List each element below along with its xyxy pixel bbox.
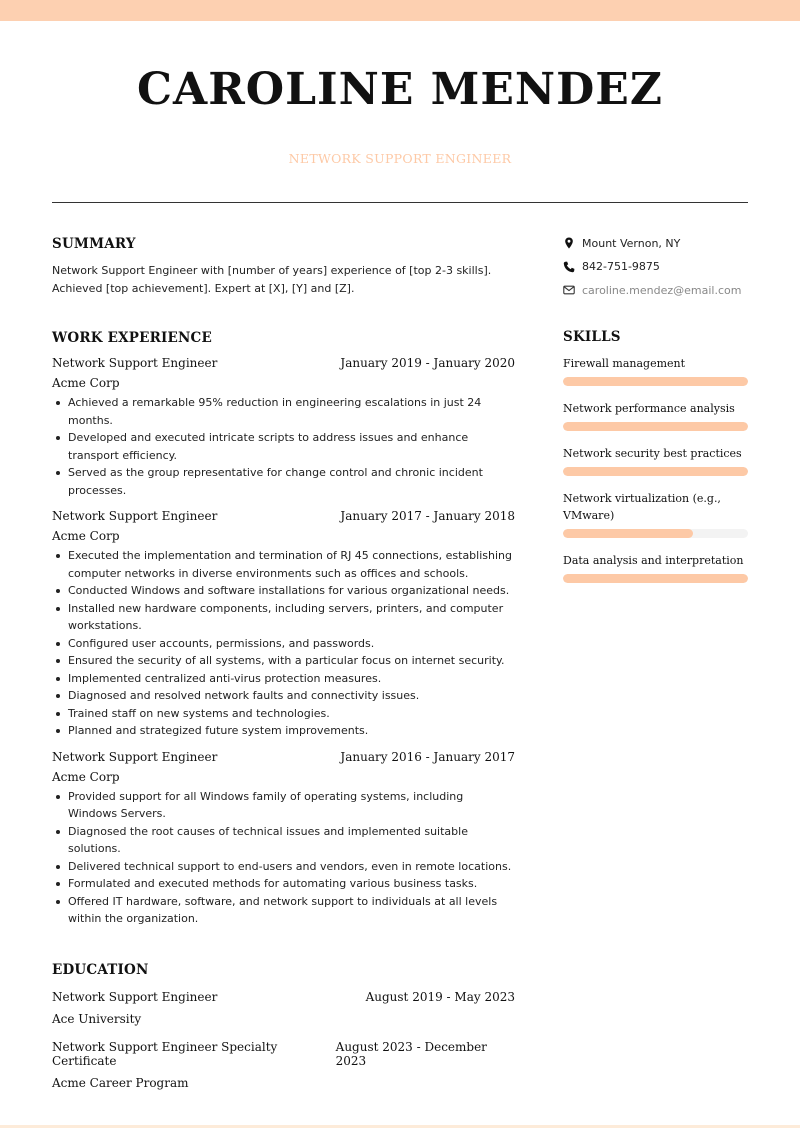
job-company: Acme Corp xyxy=(52,769,120,784)
skills-section xyxy=(563,329,748,583)
list-item: Ensured the security of all systems, with a particular focus on internet security. xyxy=(52,652,515,670)
skill-level-fill xyxy=(563,422,748,431)
education-heading: EDUCATION xyxy=(52,961,149,978)
list-item: Implemented centralized anti-virus protection measures. xyxy=(52,670,515,688)
skill-level-fill xyxy=(563,467,748,476)
skill-level-fill xyxy=(563,574,748,583)
job-title: NETWORK SUPPORT ENGINEER xyxy=(288,151,512,166)
education-dates: August 2023 - December 2023 xyxy=(335,1039,487,1068)
skill-level-bar xyxy=(563,377,748,386)
degree-name: Network Support Engineer Specialty Certificate xyxy=(52,1039,278,1068)
job-bullets xyxy=(52,547,515,740)
job-role: Network Support Engineer xyxy=(52,749,218,764)
summary-text: Network Support Engineer with [number of years] experience of [top 2-3 skills]. Achieved [top achievement]. Expert at [X], [Y] and [Z]. xyxy=(52,264,492,295)
job-dates: January 2019 - January 2020 xyxy=(340,356,515,370)
summary-section xyxy=(52,236,515,298)
list-item: Installed new hardware components, including servers, printers, and computer workstations. xyxy=(52,600,515,635)
skill-name: Network security best practices xyxy=(563,447,742,460)
list-item: Served as the group representative for change control and chronic incident processes. xyxy=(52,464,515,499)
phone-icon xyxy=(563,261,575,273)
job-dates: January 2016 - January 2017 xyxy=(340,749,515,764)
job-entry xyxy=(52,509,515,740)
skills-list xyxy=(563,355,748,583)
skill-level-bar xyxy=(563,422,748,431)
list-item: Planned and strategized future system improvements. xyxy=(52,722,515,740)
skill-name: Firewall management xyxy=(563,357,686,370)
phone-text: 842-751-9875 xyxy=(582,260,660,273)
sidebar-column xyxy=(563,234,748,583)
candidate-name: CAROLINE MENDEZ xyxy=(137,64,663,115)
contact-phone xyxy=(563,258,748,276)
list-item: Executed the implementation and termination of RJ 45 connections, establishing computer networks in diverse environments such as offices and schools. xyxy=(52,547,515,582)
contact-location xyxy=(563,234,748,252)
degree-name: Network Support Engineer xyxy=(52,989,218,1004)
header-divider xyxy=(52,202,748,203)
education-dates: August 2019 - May 2023 xyxy=(365,989,515,1004)
list-item: Achieved a remarkable 95% reduction in engineering escalations in just 24 months. xyxy=(52,394,515,429)
list-item: Developed and executed intricate scripts to address issues and enhance transport efficiency. xyxy=(52,429,515,464)
skill-level-bar xyxy=(563,467,748,476)
school-name: Ace University xyxy=(52,1011,142,1026)
list-item: Diagnosed the root causes of technical issues and implemented suitable solutions. xyxy=(52,823,515,858)
list-item: Offered IT hardware, software, and network support to individuals at all levels within the organization. xyxy=(52,893,515,928)
education-entry xyxy=(52,990,515,1026)
list-item: Diagnosed and resolved network faults and connectivity issues. xyxy=(52,687,515,705)
contact-email[interactable] xyxy=(563,281,748,299)
top-accent-band xyxy=(0,0,800,21)
list-item: Delivered technical support to end-users and vendors, even in remote locations. xyxy=(52,858,515,876)
school-name: Acme Career Program xyxy=(52,1075,189,1090)
skill-name: Network virtualization (e.g., VMware) xyxy=(563,492,721,522)
skill-level-fill xyxy=(563,529,693,538)
summary-heading: SUMMARY xyxy=(52,236,136,252)
work-experience-heading: WORK EXPERIENCE xyxy=(52,330,212,346)
skills-heading: SKILLS xyxy=(563,329,621,345)
education-entry xyxy=(52,1040,515,1090)
skill-name: Network performance analysis xyxy=(563,402,735,415)
job-company: Acme Corp xyxy=(52,376,120,390)
list-item: Configured user accounts, permissions, and passwords. xyxy=(52,635,515,653)
skill-item xyxy=(563,490,748,538)
skill-name: Data analysis and interpretation xyxy=(563,554,744,567)
skill-level-bar xyxy=(563,574,748,583)
job-bullets xyxy=(52,788,515,928)
location-text: Mount Vernon, NY xyxy=(582,236,681,250)
email-link[interactable]: caroline.mendez@email.com xyxy=(582,283,742,297)
list-item: Conducted Windows and software installations for various organizational needs. xyxy=(52,582,515,600)
location-pin-icon xyxy=(563,237,575,249)
job-bullets xyxy=(52,394,515,499)
skill-level-fill xyxy=(563,377,748,386)
mail-icon xyxy=(563,284,575,296)
skill-item xyxy=(563,355,748,386)
skill-item xyxy=(563,552,748,583)
skill-level-bar xyxy=(563,529,748,538)
education-section xyxy=(52,962,515,1090)
job-entry xyxy=(52,356,515,499)
main-column xyxy=(52,236,515,1090)
list-item: Formulated and executed methods for automating various business tasks. xyxy=(52,875,515,893)
skill-item xyxy=(563,445,748,476)
skill-item xyxy=(563,400,748,431)
list-item: Trained staff on new systems and technologies. xyxy=(52,705,515,723)
job-role: Network Support Engineer xyxy=(52,509,218,523)
job-entry xyxy=(52,750,515,928)
job-role: Network Support Engineer xyxy=(52,356,218,370)
job-dates: January 2017 - January 2018 xyxy=(340,509,515,523)
job-company: Acme Corp xyxy=(52,529,120,543)
work-experience-section xyxy=(52,330,515,928)
list-item: Provided support for all Windows family of operating systems, including Windows Servers. xyxy=(52,788,515,823)
